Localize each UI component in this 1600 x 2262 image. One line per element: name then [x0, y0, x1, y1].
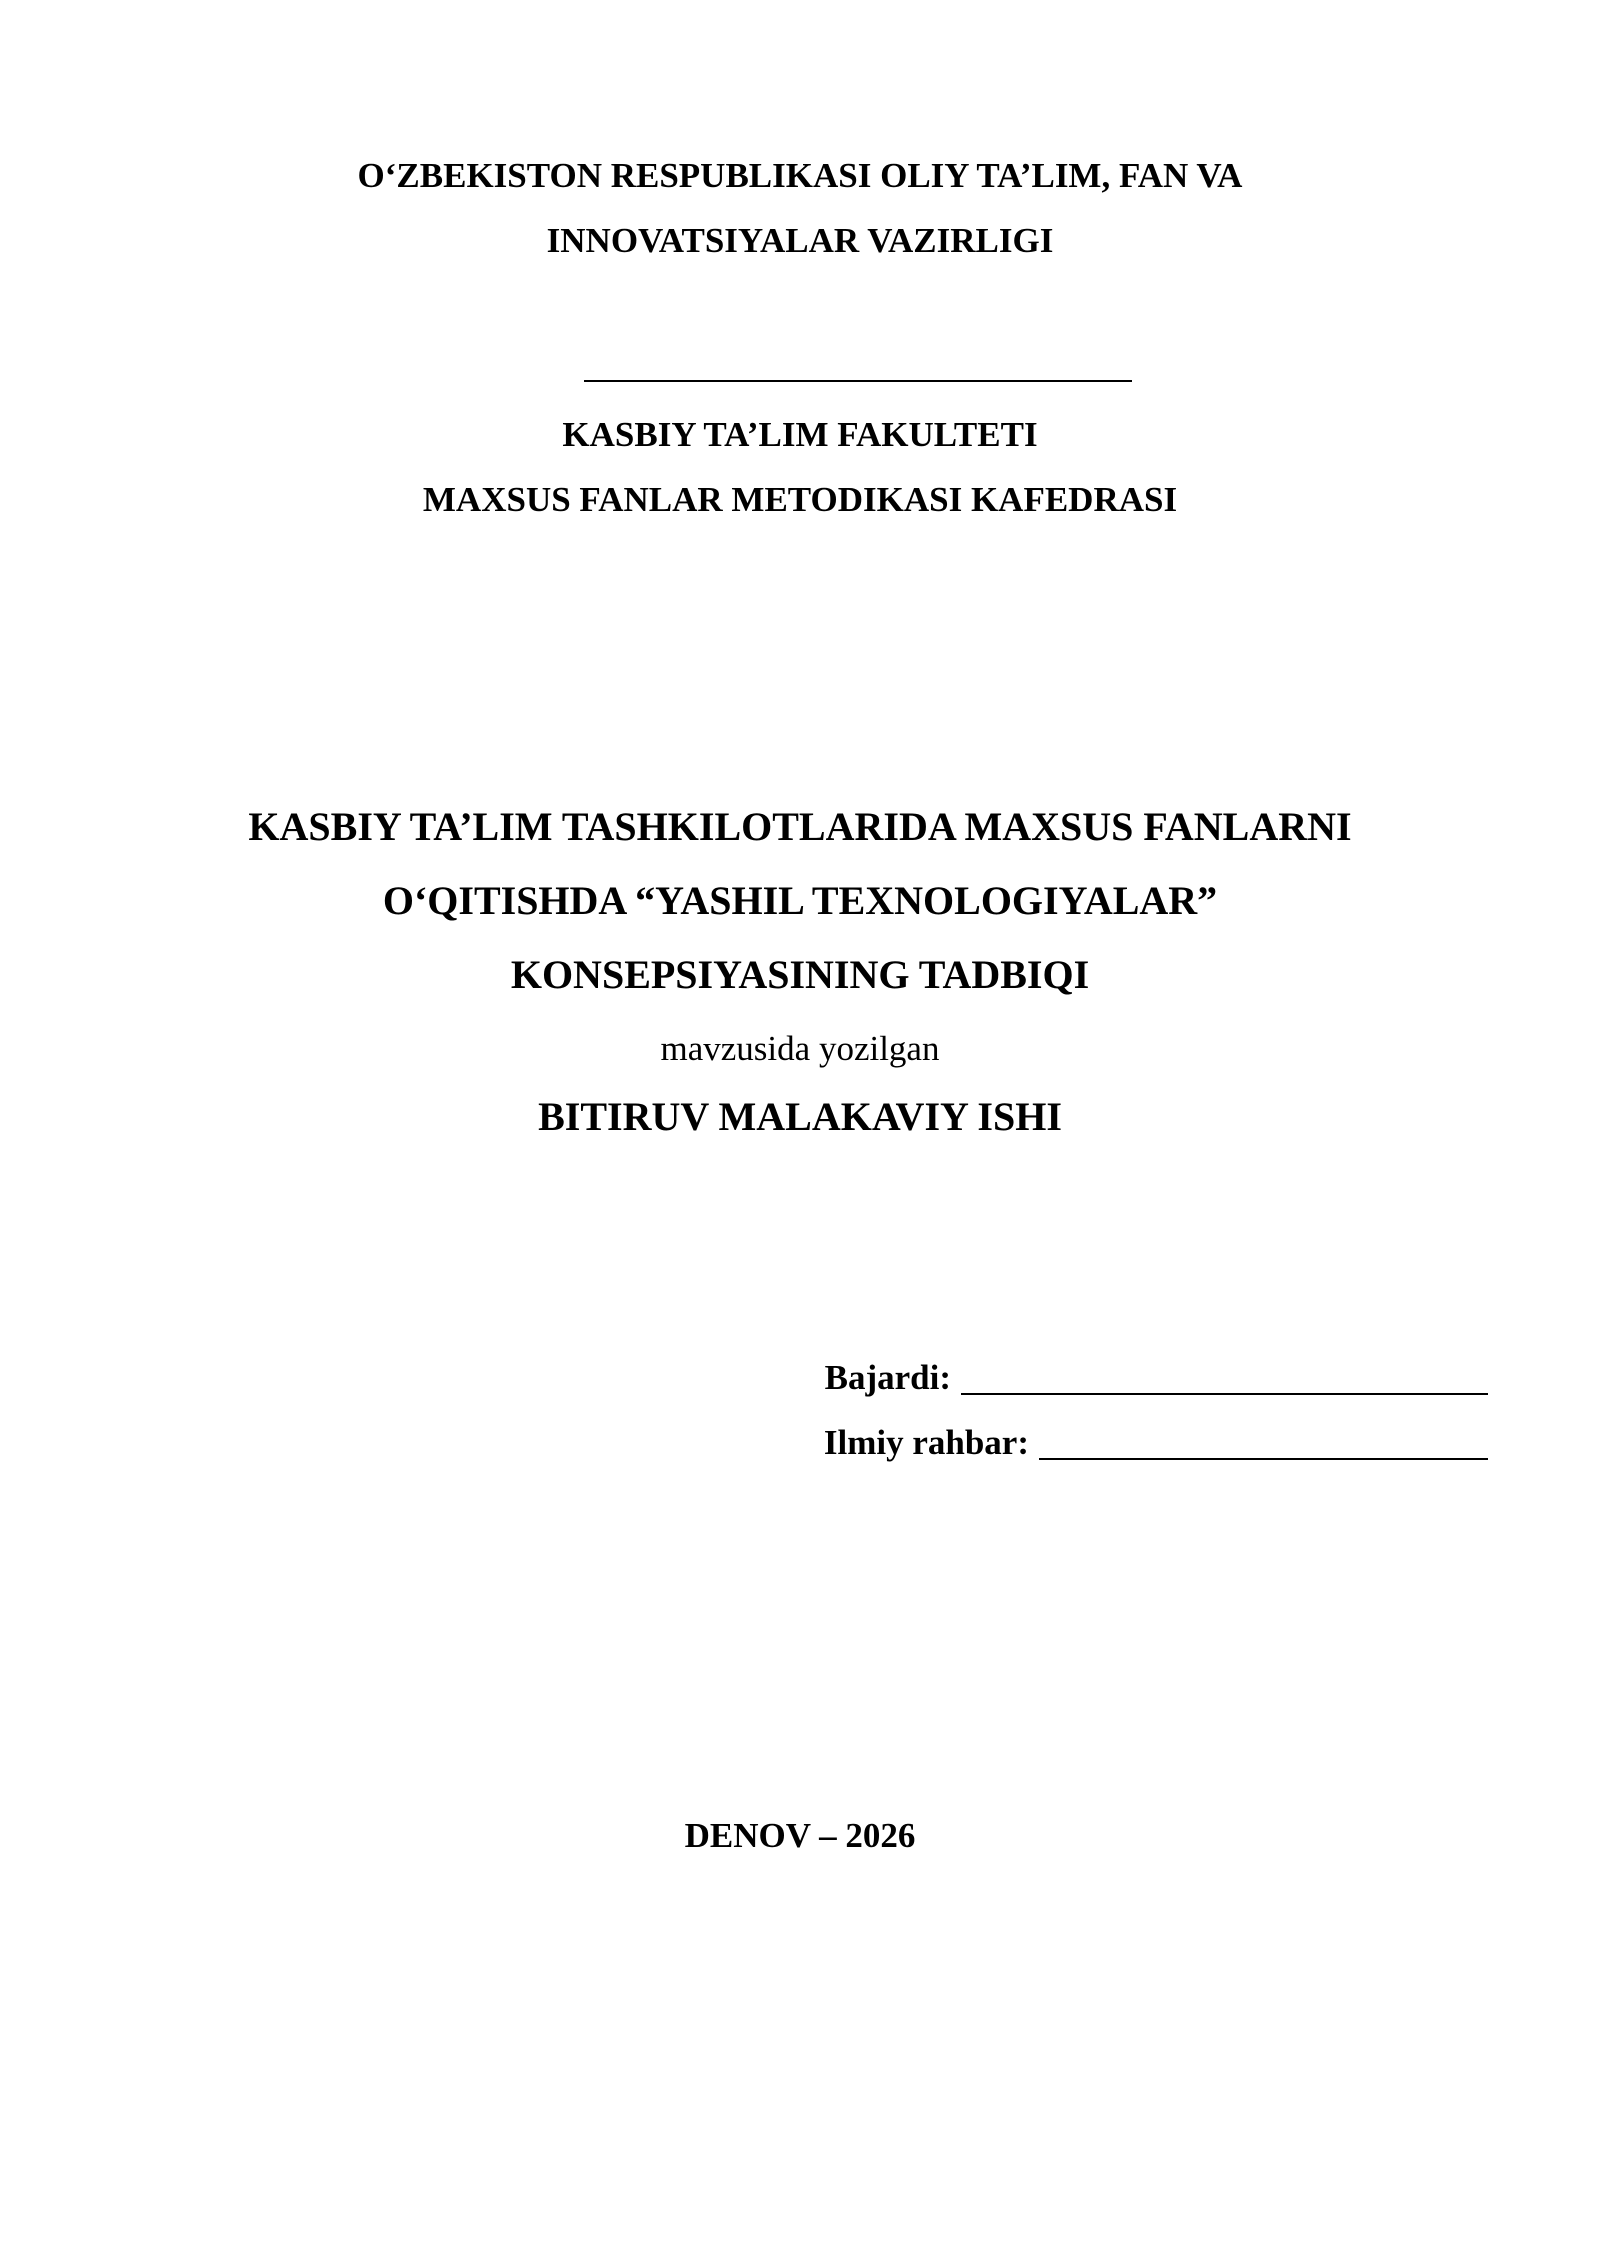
faculty-name: KASBIY TA’LIM FAKULTETI [562, 415, 1038, 454]
thesis-subtitle: mavzusida yozilgan [660, 1029, 940, 1068]
institution-separator-line [584, 380, 1132, 382]
thesis-title-line-3: KONSEPSIYASINING TADBIQI [510, 952, 1090, 997]
supervisor-signature-line [824, 1425, 1488, 1460]
supervisor-label: Ilmiy rahbar: [823, 1423, 1029, 1462]
place-and-year: DENOV – 2026 [684, 1816, 916, 1855]
ministry-line-2: INNOVATSIYALAR VAZIRLIGI [546, 221, 1054, 260]
work-type: BITIRUV MALAKAVIY ISHI [538, 1094, 1062, 1139]
department-name: MAXSUS FANLAR METODIKASI KAFEDRASI [422, 480, 1178, 519]
thesis-title-line-1: KASBIY TA’LIM TASHKILOTLARIDA MAXSUS FANLARNI [248, 804, 1352, 849]
performer-signature-line [825, 1360, 1488, 1395]
ministry-line-1: O‘ZBEKISTON RESPUBLIKASI OLIY TA’LIM, FAN VA [357, 156, 1243, 195]
supervisor-blank [1039, 1428, 1488, 1460]
performer-label: Bajardi: [824, 1358, 951, 1397]
thesis-title-line-2: O‘QITISHDA “YASHIL TEXNOLOGIYALAR” [382, 878, 1218, 923]
performer-blank [961, 1363, 1488, 1395]
